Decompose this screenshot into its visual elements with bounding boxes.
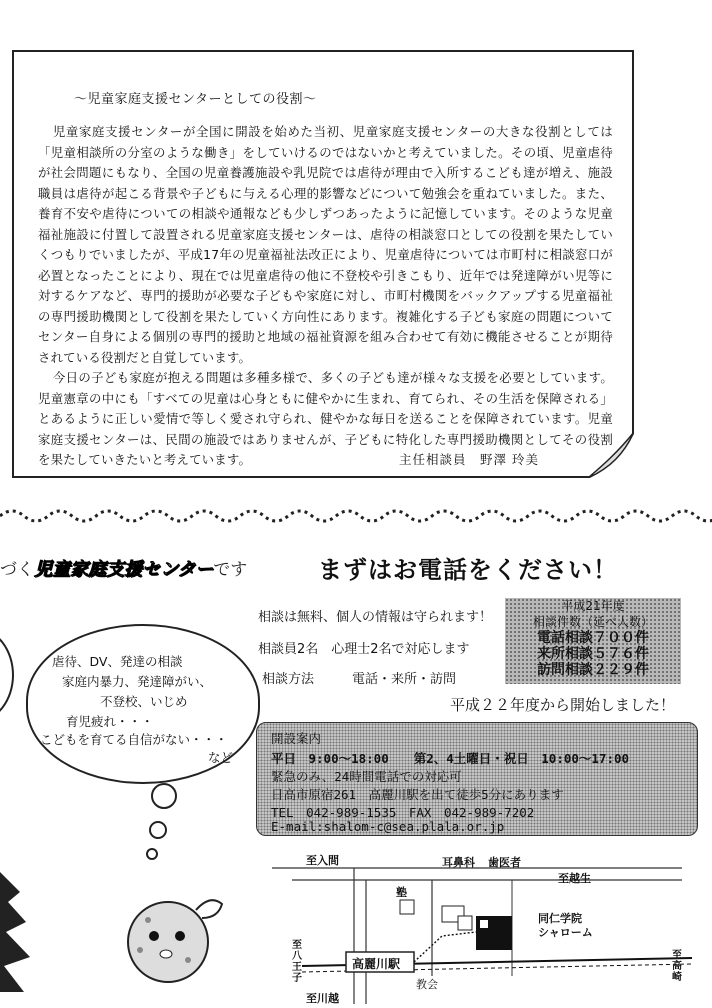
map-to-hachioji: 至八王子 — [292, 940, 302, 984]
stats-visit: 来所相談５７６件 — [537, 646, 649, 662]
bubble-line-6: など — [208, 750, 234, 765]
bubble-line-3: 不登校、いじめ — [100, 694, 188, 709]
guide-mail: E-mail:shalom-c@sea.plala.or.jp — [271, 819, 505, 834]
call-headline: まずはお電話をください！ — [318, 556, 618, 584]
guide-emergency: 緊急のみ、24時間電話での対応可 — [271, 769, 462, 784]
wave-divider — [0, 506, 712, 526]
info-method-value: 電話・来所・訪問 — [352, 672, 457, 687]
thought-bubble — [26, 624, 260, 784]
map-cram-school: 塾 — [396, 886, 407, 899]
map-dentist: 歯医者 — [488, 856, 521, 869]
map-church: 教会 — [416, 978, 438, 991]
guide-box — [256, 722, 698, 836]
banner-center-name: 児童家庭支援センター — [34, 559, 214, 580]
stats-home: 訪問相談２２９件 — [537, 662, 649, 678]
partial-circle — [0, 628, 14, 722]
map-shalom: シャローム — [538, 926, 593, 939]
map-ent-clinic: 耳鼻科 — [442, 856, 475, 869]
info-staff: 相談員2名 心理士2名で対応します — [258, 642, 470, 657]
guide-tel: TEL 042-989-1535 FAX 042-989-7202 — [271, 805, 535, 820]
mascot-icon — [118, 880, 228, 990]
guide-address: 日高市原宿261 高麗川駅を出て徒歩5分にあります — [271, 787, 564, 802]
guide-hours: 平日 9:00〜18:00 第2、4土曜日・祝日 10:00〜17:00 — [271, 751, 630, 766]
article-signature: 主任相談員 野澤 玲美 — [399, 452, 539, 467]
bubble-line-1: 虐待、DV、発達の相談 — [52, 654, 183, 669]
stats-year: 平成21年度 — [561, 599, 625, 613]
map-to-kawagoe: 至川越 — [306, 992, 339, 1005]
banner-prefix: づく — [0, 560, 34, 580]
bubble-line-2: 家庭内暴力、発達障がい、 — [62, 674, 213, 689]
map-station: 高麗川駅 — [352, 957, 401, 971]
page-curl-icon — [588, 432, 634, 478]
article-paragraph-2: 今日の子ども家庭が抱える問題は多種多様で、多くの子ども達が様々な支援を必要としています。児童憲章の中にも「すべての児童は心身ともに健やかに生まれ、育てられ、その生活を保障される」とあるように正しい愛情で等しく愛され守られ、健やかな毎日を送ることを保障されています。児童家庭支援センターは、民間の施設ではありませんが、子どもに特化した専門援助機関としてその役割を果たしていきたいと考えています。 — [38, 370, 613, 467]
stats-subtitle: 相談件数（延べ人数） — [532, 615, 653, 629]
start-notice: 平成２２年度から開始しました！ — [450, 696, 676, 714]
map-to-takasaki: 至高崎 — [672, 950, 682, 983]
article-paragraph-1: 児童家庭支援センターが全国に開設を始めた当初、児童家庭支援センターの大きな役割としては「児童相談所の分室のような働き」をしていけるのではないかと考えていました。その頃、児童虐待が社会問題にもなり、全国の児童養護施設や乳児院では虐待が理由で入所するこども達が増え、施設職員は虐待が起こる背景や子どもに与える心理的影響などについて勉強会を重ねていました。また、養育不安や虐待についての相談や通報なども少しずつあったように記憶しています。そのような児童福祉施設に付置して設置される児童家庭支援センターは、虐待の相談窓口としての役割を果たしていくつもりでいましたが、平成17年の児童福祉法改正により、児童虐待については市町村に相談窓口が必置となったことにより、現在では児童虐待の他に不登校や引きこもり、近年では発達障がい児等に対するケアなど、専門的援助が必要な子どもや家庭に対し、市町村機関をバックアップする児童福祉の専門援助機関として役割を果たしていく方向性にあります。複雑化する子ども家庭の問題についてセンター自身による個別の専門的援助と地域の福祉資源を組み合わせて有効に機能させることが期待されている役割だと自覚しています。 — [38, 124, 613, 365]
bubble-tail — [120, 782, 210, 882]
info-method-label: 相談方法 — [262, 672, 315, 687]
stats-box — [505, 598, 681, 684]
map-to-iruma: 至入間 — [306, 854, 339, 867]
map-roads — [262, 846, 692, 1004]
map-school-name: 同仁学院 — [538, 912, 582, 925]
article-heading: 〜児童家庭支援センターとしての役割〜 — [74, 92, 317, 107]
access-map — [262, 846, 692, 1004]
banner-suffix: です — [213, 560, 248, 580]
bubble-line-4: 育児疲れ・・・ — [66, 714, 154, 729]
center-banner — [0, 552, 290, 588]
info-free: 相談は無料、個人の情報は守られます！ — [258, 610, 493, 625]
stats-phone: 電話相談７００件 — [537, 630, 649, 646]
tree-illustration — [0, 862, 40, 992]
guide-title: 開設案内 — [271, 731, 322, 746]
map-to-ogose: 至越生 — [558, 872, 591, 885]
article-box — [12, 50, 634, 478]
bubble-line-5: こどもを育てる自信がない・・・ — [40, 732, 228, 747]
article-body — [38, 122, 613, 471]
